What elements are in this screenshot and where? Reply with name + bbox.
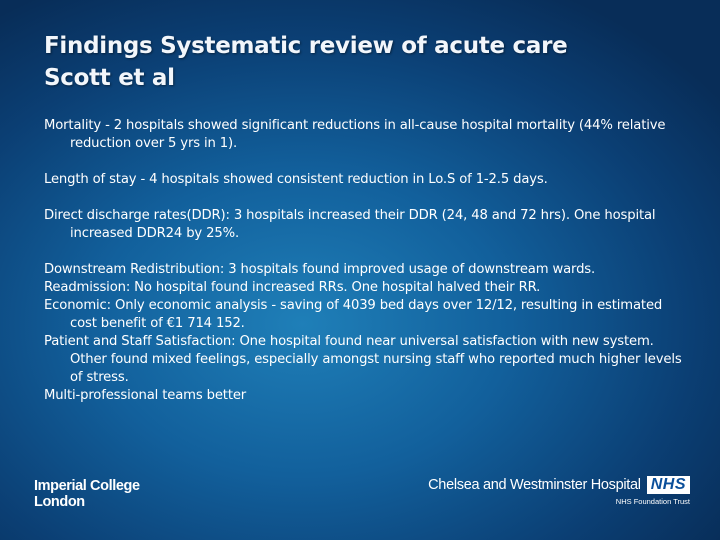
finding-readmission: Readmission: No hospital found increased RRs. One hospital halved their RR. [44, 280, 541, 295]
finding-direct-discharge: Direct discharge rates(DDR): 3 hospitals increased their DDR (24, 48 and 72 hrs). One hospital increased DDR24 by 25%. [44, 208, 656, 241]
college-line-2: London [34, 494, 85, 510]
college-line-1: Imperial College [34, 478, 140, 494]
finding-mortality: Mortality - 2 hospitals showed significant reductions in all-cause hospital mortality (44% relative reduction over 5 yrs in 1). [44, 118, 666, 151]
title-line-1: Findings Systematic review of acute care [44, 33, 568, 59]
nhs-logo: NHS [647, 476, 690, 494]
spacer [44, 243, 684, 261]
finding-satisfaction: Patient and Staff Satisfaction: One hospital found near universal satisfaction with new system. Other found mixed feelings, especially amongst nursing staff who reported much higher levels of stress. [44, 334, 682, 385]
finding-multi-professional: Multi-professional teams better [44, 388, 247, 403]
finding-economic: Economic: Only economic analysis - saving of 4039 bed days over 12/12, resulting in estimated cost benefit of €1 714 152. [44, 298, 663, 331]
hospital-logo-row [428, 476, 690, 494]
hospital-name: Chelsea and Westminster Hospital [428, 477, 641, 493]
title-line-2: Scott et al [44, 65, 175, 91]
finding-downstream: Downstream Redistribution: 3 hospitals found improved usage of downstream wards. [44, 262, 596, 277]
slide-body [44, 117, 684, 405]
trust-name: NHS Foundation Trust [615, 497, 690, 506]
slide-title [44, 30, 684, 94]
finding-length-of-stay: Length of stay - 4 hospitals showed consistent reduction in Lo.S of 1-2.5 days. [44, 172, 548, 187]
imperial-college-logo [34, 478, 140, 510]
hospital-logo [428, 476, 690, 506]
spacer [44, 153, 684, 171]
spacer [44, 189, 684, 207]
